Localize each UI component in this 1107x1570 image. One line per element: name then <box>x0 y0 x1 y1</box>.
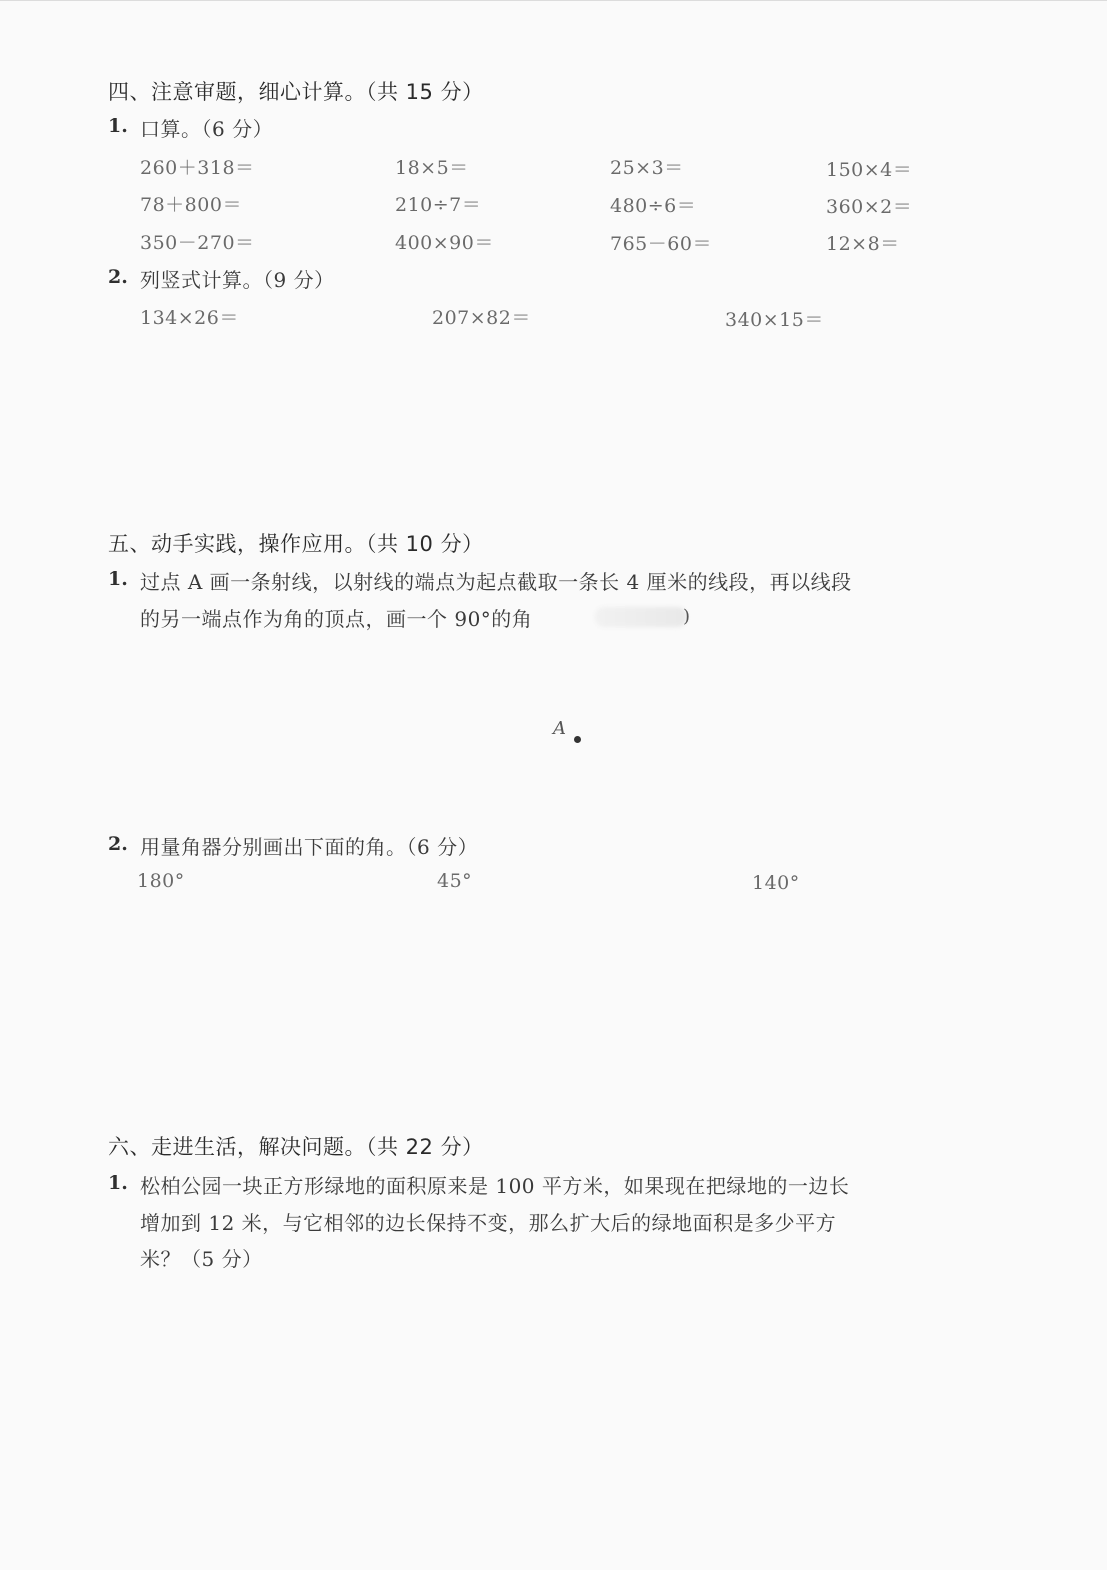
question-text-line: 增加到 12 米，与它相邻的边长保持不变，那么扩大后的绿地面积是多少平方 <box>140 1211 837 1235</box>
question-number: 1. <box>108 568 128 590</box>
section-6-heading: 六、走进生活，解决问题。（共 22 分） <box>108 1135 484 1159</box>
point-a-dot <box>574 736 581 743</box>
vertical-calc-item: 134×26＝ <box>140 307 239 329</box>
question-number: 1. <box>108 115 128 137</box>
vertical-calc-item: 340×15＝ <box>725 309 824 331</box>
question-text: 列竖式计算。（9 分） <box>140 268 335 292</box>
mental-math-item: 260＋318＝ <box>140 157 255 179</box>
mental-math-item: 18×5＝ <box>395 157 469 179</box>
angle-label: 45° <box>437 870 473 892</box>
angle-label: 140° <box>752 872 800 894</box>
question-text-line: 过点 A 画一条射线，以射线的端点为起点截取一条长 4 厘米的线段，再以线段 <box>140 570 852 594</box>
section-4-heading: 四、注意审题，细心计算。（共 15 分） <box>108 80 484 104</box>
page-top-border <box>0 0 1107 1</box>
vertical-calc-item: 207×82＝ <box>432 307 531 329</box>
question-number: 2. <box>108 833 128 855</box>
question-text-line: 的另一端点作为角的顶点，画一个 90°的角 <box>140 607 533 631</box>
question-text-line: 松柏公园一块正方形绿地的面积原来是 100 平方米，如果现在把绿地的一边长 <box>140 1174 850 1198</box>
angle-label: 180° <box>137 870 185 892</box>
mental-math-item: 78＋800＝ <box>140 194 242 216</box>
section-5-heading: 五、动手实践，操作应用。（共 10 分） <box>108 532 484 556</box>
mental-math-item: 480÷6＝ <box>610 195 697 217</box>
mental-math-item: 350－270＝ <box>140 232 255 254</box>
question-text: 口算。（6 分） <box>140 117 274 141</box>
question-text-line: 米？（5 分） <box>140 1247 263 1271</box>
mental-math-item: 210÷7＝ <box>395 194 482 216</box>
point-a-label: A <box>553 718 566 739</box>
mental-math-item: 12×8＝ <box>826 233 900 255</box>
mental-math-item: 400×90＝ <box>395 232 494 254</box>
mental-math-item: 150×4＝ <box>826 159 913 181</box>
mental-math-item: 360×2＝ <box>826 196 913 218</box>
mental-math-item: 25×3＝ <box>610 157 684 179</box>
question-number: 1. <box>108 1172 128 1194</box>
question-number: 2. <box>108 266 128 288</box>
closing-paren: ) <box>683 606 691 627</box>
question-text: 用量角器分别画出下面的角。（6 分） <box>140 835 479 859</box>
obscured-text <box>595 607 687 627</box>
mental-math-item: 765－60＝ <box>610 233 712 255</box>
